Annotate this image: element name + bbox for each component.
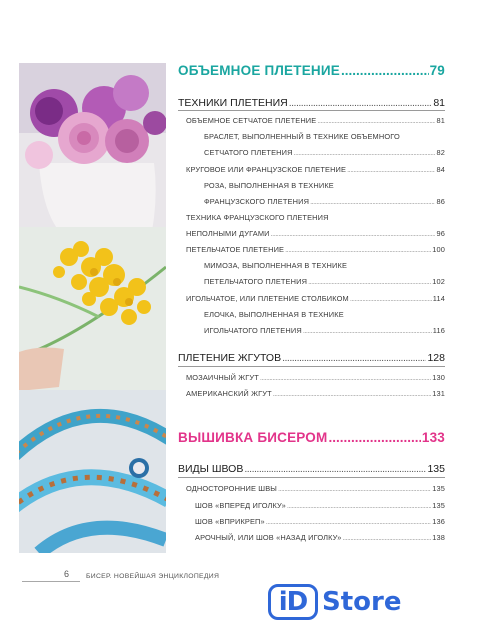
toc-item[interactable]: ШОВ «ВПЕРЕД ИГОЛКУ» ..... 135 <box>178 501 445 510</box>
toc-section-volumetric-weaving[interactable]: ОБЪЕМНОЕ ПЛЕТЕНИЕ ..... 79 <box>178 63 445 78</box>
logo-text: Store <box>322 587 402 617</box>
toc-item[interactable]: ТЕХНИКА ФРАНЦУЗСКОГО ПЛЕТЕНИЯ <box>186 213 329 222</box>
dot-leader <box>271 229 436 238</box>
toc-item[interactable]: ИГОЛЬЧАТОЕ, ИЛИ ПЛЕТЕНИЕ СТОЛБИКОМ ..... 114 <box>178 294 445 303</box>
toc-item[interactable]: ОДНОСТОРОННИЕ ШВЫ ..... 135 <box>178 484 445 493</box>
dot-leader <box>303 326 432 335</box>
logo-mark: iD <box>268 584 318 620</box>
beaded-rope-bracelets-photo <box>19 390 166 553</box>
toc-item[interactable]: ЕЛОЧКА, ВЫПОЛНЕННАЯ В ТЕХНИКЕ <box>204 310 344 319</box>
dot-leader <box>308 277 431 286</box>
beaded-mimosa-photo <box>19 227 166 391</box>
toc-section-bead-embroidery[interactable]: ВЫШИВКА БИСЕРОМ ..... 133 <box>178 430 445 445</box>
toc-item[interactable]: ПЕТЕЛЬЧАТОЕ ПЛЕТЕНИЕ ..... 100 <box>178 245 445 254</box>
dot-leader <box>341 63 429 78</box>
toc-item[interactable]: СЕТЧАТОГО ПЛЕТЕНИЯ ..... 82 <box>178 148 445 157</box>
toc-item[interactable]: РОЗА, ВЫПОЛНЕННАЯ В ТЕХНИКЕ <box>204 181 334 190</box>
dot-leader <box>287 501 431 510</box>
dot-leader <box>244 463 426 475</box>
dot-leader <box>266 517 431 526</box>
toc-item[interactable]: БРАСЛЕТ, ВЫПОЛНЕННЫЙ В ТЕХНИКЕ ОБЪЕМНОГО <box>204 132 400 141</box>
dot-leader <box>285 245 431 254</box>
toc-item[interactable]: ПЕТЕЛЬЧАТОГО ПЛЕТЕНИЯ ..... 102 <box>178 277 445 286</box>
dot-leader <box>328 430 420 445</box>
toc-item[interactable]: ОБЪЕМНОЕ СЕТЧАТОЕ ПЛЕТЕНИЕ ..... 81 <box>178 116 445 125</box>
toc-chapter-rope-weaving[interactable]: ПЛЕТЕНИЕ ЖГУТОВ ..... 128 <box>178 352 445 364</box>
toc-item[interactable]: ФРАНЦУЗСКОГО ПЛЕТЕНИЯ ..... 86 <box>178 197 445 206</box>
dot-leader <box>278 484 431 493</box>
dot-leader <box>294 148 436 157</box>
dot-leader <box>350 294 432 303</box>
dot-leader <box>342 533 431 542</box>
page-number: 6 <box>64 569 70 579</box>
toc-item[interactable]: МИМОЗА, ВЫПОЛНЕННАЯ В ТЕХНИКЕ <box>204 261 348 270</box>
toc-item[interactable]: НЕПОЛНЫМИ ДУГАМИ ..... 96 <box>178 229 445 238</box>
toc-item[interactable]: КРУГОВОЕ ИЛИ ФРАНЦУЗСКОЕ ПЛЕТЕНИЕ ..... 84 <box>178 165 445 174</box>
toc-item[interactable]: АМЕРИКАНСКИЙ ЖГУТ ..... 131 <box>178 389 445 398</box>
toc-item[interactable]: ШОВ «ВПРИКРЕП» ..... 136 <box>178 517 445 526</box>
dot-leader <box>282 352 426 364</box>
dot-leader <box>273 389 431 398</box>
chapter-divider <box>178 110 445 111</box>
dot-leader <box>310 197 435 206</box>
dot-leader <box>347 165 435 174</box>
toc-item[interactable]: АРОЧНЫЙ, ИЛИ ШОВ «НАЗАД ИГОЛКУ» ..... 138 <box>178 533 445 542</box>
toc-item[interactable]: ИГОЛЬЧАТОГО ПЛЕТЕНИЯ ..... 116 <box>178 326 445 335</box>
toc-chapter-stitch-types[interactable]: ВИДЫ ШВОВ ..... 135 <box>178 463 445 475</box>
dot-leader <box>289 97 433 109</box>
chapter-divider <box>178 477 445 478</box>
beaded-roses-photo <box>19 63 166 246</box>
dot-leader <box>260 373 431 382</box>
toc-item[interactable]: МОЗАИЧНЫЙ ЖГУТ ..... 130 <box>178 373 445 382</box>
chapter-divider <box>178 366 445 367</box>
toc-chapter-weaving-techniques[interactable]: ТЕХНИКИ ПЛЕТЕНИЯ ..... 81 <box>178 97 445 109</box>
running-book-title: БИСЕР. НОВЕЙШАЯ ЭНЦИКЛОПЕДИЯ <box>86 573 220 580</box>
footer-rule <box>22 581 80 582</box>
dot-leader <box>317 116 435 125</box>
idstore-logo <box>268 583 401 621</box>
